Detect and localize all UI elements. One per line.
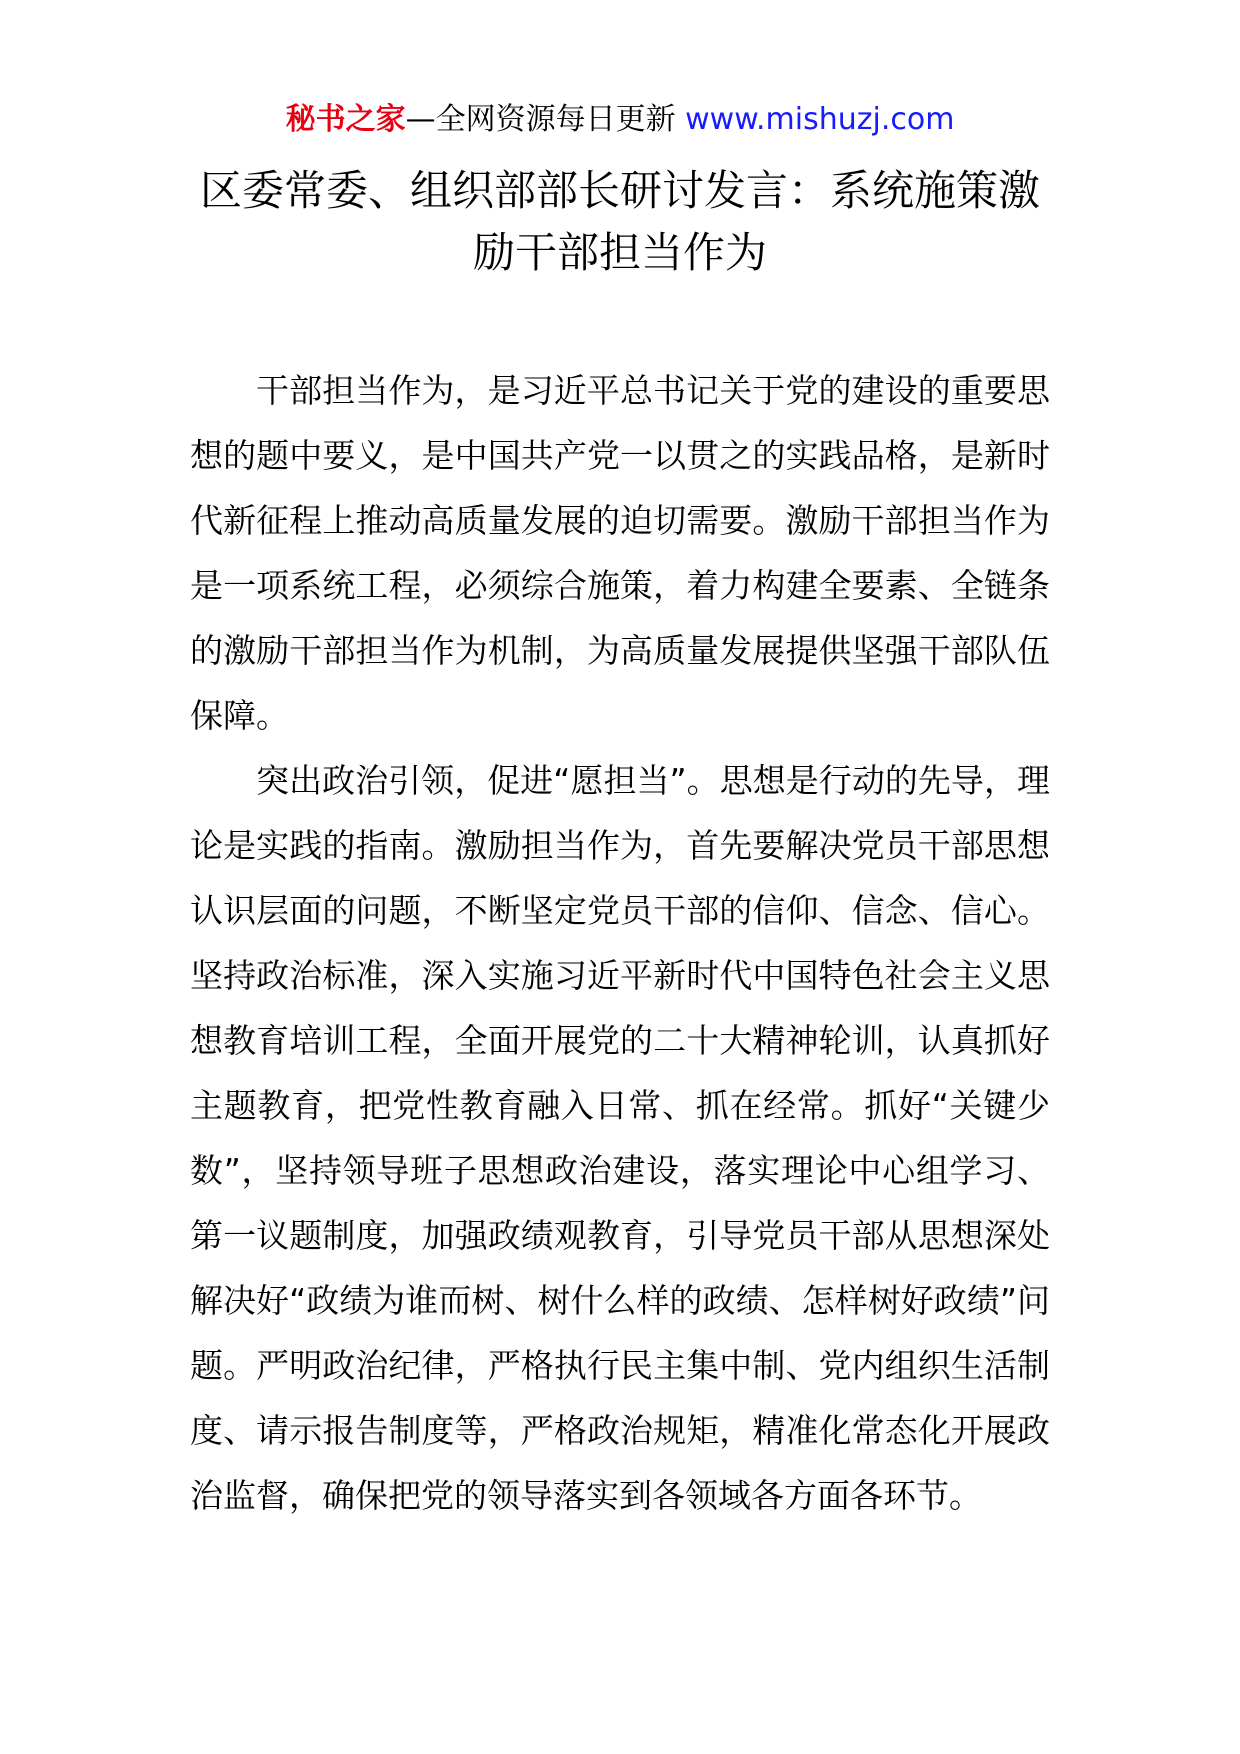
site-header: [0, 100, 1240, 140]
document-title: 区委常委、组织部部长研讨发言：系统施策激励干部担当作为: [199, 166, 1040, 277]
site-url-link[interactable]: www.mishuzj.com: [685, 102, 955, 137]
brand-name: 秘书之家: [285, 102, 406, 137]
document-body: [190, 358, 1050, 1528]
body-paragraph: 突出政治引领，促进“愿担当”。思想是行动的先导，理论是实践的指南。激励担当作为，首先要解决党员干部思想认识层面的问题，不断坚定党员干部的信仰、信念、信心。坚持政治标准，深入实施习近平新时代中国特色社会主义思想教育培训工程，全面开展党的二十大精神轮训，认真抓好主题教育，把党性教育融入日常、抓在经常。抓好“关键少数”，坚持领导班子思想政治建设，落实理论中心组学习、第一议题制度，加强政绩观教育，引导党员干部从思想深处解决好“政绩为谁而树、树什么样的政绩、怎样树好政绩”问题。严明政治纪律，严格执行民主集中制、党内组织生活制度、请示报告制度等，严格政治规矩，精准化常态化开展政治监督，确保把党的领导落实到各领域各方面各环节。: [190, 761, 1050, 1515]
site-tagline: —全网资源每日更新: [405, 102, 686, 137]
body-paragraph: 干部担当作为，是习近平总书记关于党的建设的重要思想的题中要义，是中国共产党一以贯之的实践品格，是新时代新征程上推动高质量发展的迫切需要。激励干部担当作为是一项系统工程，必须综合施策，着力构建全要素、全链条的激励干部担当作为机制，为高质量发展提供坚强干部队伍保障。: [190, 371, 1050, 735]
